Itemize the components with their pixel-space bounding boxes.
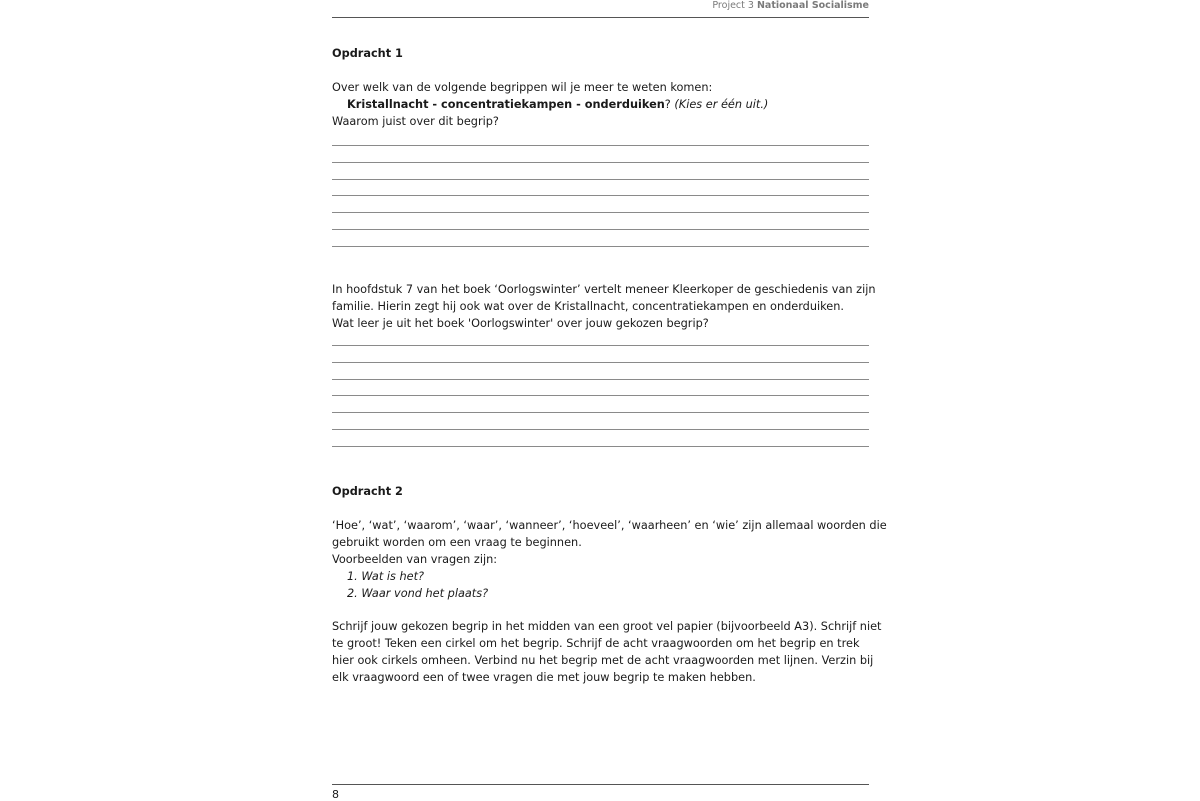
opdracht-1-question-2 bbox=[332, 281, 876, 332]
answer-line[interactable] bbox=[332, 179, 869, 180]
instructions-line-3: hier ook cirkels omheen. Verbind nu het begrip met de acht vraagwoorden met lijnen. Verzin bij bbox=[332, 654, 874, 667]
page-number: 8 bbox=[332, 788, 339, 801]
opdracht-1-heading: Opdracht 1 bbox=[332, 47, 403, 60]
answer-line[interactable] bbox=[332, 362, 869, 363]
question-2-line-1: In hoofdstuk 7 van het boek ‘Oorlogswinter’ vertelt meneer Kleerkoper de geschiedenis van zijn bbox=[332, 283, 876, 296]
answer-line[interactable] bbox=[332, 145, 869, 146]
intro-line-3: Voorbeelden van vragen zijn: bbox=[332, 553, 498, 566]
question-2-line-2: familie. Hierin zegt hij ook wat over de Kristallnacht, concentratiekampen en onderduiken. bbox=[332, 300, 844, 313]
opdracht-2-heading: Opdracht 2 bbox=[332, 485, 403, 498]
answer-line[interactable] bbox=[332, 379, 869, 380]
answer-line[interactable] bbox=[332, 162, 869, 163]
intro-line-2: gebruikt worden om een vraag te beginnen. bbox=[332, 536, 582, 549]
header-title: Nationaal Socialisme bbox=[756, 0, 869, 11]
question-2-line-3: Wat leer je uit het boek 'Oorlogswinter' over jouw gekozen begrip? bbox=[332, 317, 709, 330]
document-page bbox=[332, 0, 887, 801]
opdracht-2-instructions bbox=[332, 618, 882, 686]
answer-line[interactable] bbox=[332, 212, 869, 213]
question-1-qmark: ? bbox=[664, 98, 671, 111]
question-1-line-1: Over welk van de volgende begrippen wil je meer te weten komen: bbox=[332, 81, 713, 94]
example-question-2: 2. Waar vond het plaats? bbox=[347, 587, 489, 600]
header-project: Project 3 bbox=[712, 0, 754, 11]
running-header bbox=[712, 0, 869, 11]
question-1-terms-line bbox=[332, 96, 869, 113]
answer-line[interactable] bbox=[332, 429, 869, 430]
example-question-1: 1. Wat is het? bbox=[347, 570, 425, 583]
question-1-note: (Kies er één uit.) bbox=[674, 98, 769, 111]
opdracht-1-question-1 bbox=[332, 79, 869, 130]
question-1-line-3: Waarom juist over dit begrip? bbox=[332, 115, 499, 128]
answer-line[interactable] bbox=[332, 446, 869, 447]
answer-line[interactable] bbox=[332, 395, 869, 396]
instructions-line-4: elk vraagwoord een of twee vragen die met jouw begrip te maken hebben. bbox=[332, 671, 756, 684]
instructions-line-2: te groot! Teken een cirkel om het begrip. Schrijf de acht vraagwoorden om het begrip en trek bbox=[332, 637, 860, 650]
answer-line[interactable] bbox=[332, 229, 869, 230]
answer-line[interactable] bbox=[332, 246, 869, 247]
question-1-terms: Kristallnacht - concentratiekampen - onderduiken bbox=[347, 98, 665, 111]
answer-lines-2[interactable] bbox=[332, 345, 869, 463]
instructions-line-1: Schrijf jouw gekozen begrip in het midden van een groot vel papier (bijvoorbeeld A3). Schrijf niet bbox=[332, 620, 882, 633]
intro-line-1: ‘Hoe’, ‘wat’, ‘waarom’, ‘waar’, ‘wanneer’, ‘hoeveel’, ‘waarheen’ en ‘wie’ zijn allemaal woorden die bbox=[332, 519, 887, 532]
answer-lines-1[interactable] bbox=[332, 145, 869, 263]
answer-line[interactable] bbox=[332, 345, 869, 346]
footer-rule bbox=[332, 784, 869, 785]
answer-line[interactable] bbox=[332, 195, 869, 196]
answer-line[interactable] bbox=[332, 412, 869, 413]
opdracht-2-intro bbox=[332, 517, 887, 602]
header-rule bbox=[332, 17, 869, 18]
